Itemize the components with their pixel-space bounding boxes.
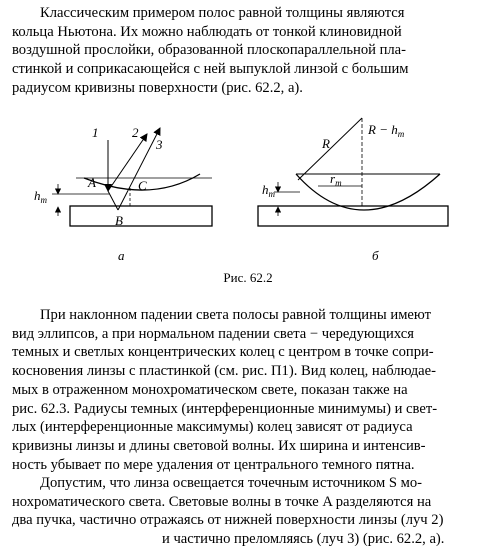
paragraph-3-line: и частично преломляясь (луч 3) (рис. 62.2, а).: [162, 531, 445, 548]
paragraph-3-line: нохроматического света. Световые волны в точке A разделяются на: [12, 493, 432, 510]
paragraph-1-line: стинкой и соприкасающейся с ней выпуклой линзой с большим: [12, 61, 409, 78]
figure-b: [258, 118, 448, 226]
paragraph-2-line: косновения линзы с пластинкой (см. рис. П1). Вид колец, наблюдае-: [12, 363, 436, 380]
lens-surface: [296, 174, 440, 210]
paragraph-1-line: Классическим примером полос равной толщины являются: [40, 5, 405, 21]
point-b-label: B: [115, 213, 123, 228]
ray-3-label: 3: [156, 137, 163, 152]
glass-plate: [70, 206, 212, 226]
paragraph-2-line: рис. 62.3. Радиусы темных (интерференционные минимумы) и свет-: [12, 400, 438, 417]
ray-2-label: 2: [132, 125, 139, 140]
rm-label: $r_m$: [330, 171, 342, 188]
r-label: R: [322, 136, 330, 151]
paragraph-2-line: кривизны линзы и длины световой волны. Их ширина и интенсив-: [12, 437, 426, 454]
hm-label: $h_m$: [34, 188, 47, 205]
subfigure-a-label: а: [118, 248, 125, 263]
ray-1-label: 1: [92, 125, 99, 140]
paragraph-1: [12, 4, 486, 98]
paragraph-2-line: При наклонном падении света полосы равной толщины имеют: [40, 307, 431, 323]
paragraph-2-line: темных и светлых концентрических колец с центром в точке сопри-: [12, 344, 434, 361]
ray-3: [118, 128, 160, 210]
figure-a: [34, 125, 212, 228]
paragraph-3-line: Допустим, что линза освещается точечным источником S мо-: [40, 475, 422, 491]
paragraph-1-line: кольца Ньютона. Их можно наблюдать от тонкой клиновидной: [12, 23, 402, 40]
paragraph-1-line: радиусом кривизны поверхности (рис. 62.2, а).: [12, 79, 303, 96]
subfigure-b-label: б: [372, 248, 379, 263]
paragraph-2: [12, 306, 486, 474]
paragraph-2-line: ность убывает по мере удаления от центрального темного пятна.: [12, 456, 415, 473]
paragraph-1-line: воздушной прослойки, образованной плоскопараллельной пла-: [12, 42, 407, 59]
r-minus-hm-label: $R - h_m$: [368, 122, 405, 139]
paragraph-2-line: вид эллипсов, а при нормальном падении света − чередующихся: [12, 325, 414, 342]
paragraph-2-line: мых в отраженном монохроматическом свете, показан также на: [12, 381, 408, 398]
figure-caption: Рис. 62.2: [223, 270, 273, 285]
figure-62-2: [0, 112, 496, 287]
hm-label: $h_m$: [262, 182, 275, 199]
paragraph-3-line: два пучка, частично отражаясь от нижней поверхности линзы (луч 2): [12, 512, 444, 529]
paragraph-2-line: лых (интерференционные максимумы) колец зависят от радиуса: [12, 419, 413, 436]
paragraph-3: [12, 474, 486, 549]
point-a-label: A: [88, 175, 96, 190]
point-c-label: C: [138, 178, 147, 193]
